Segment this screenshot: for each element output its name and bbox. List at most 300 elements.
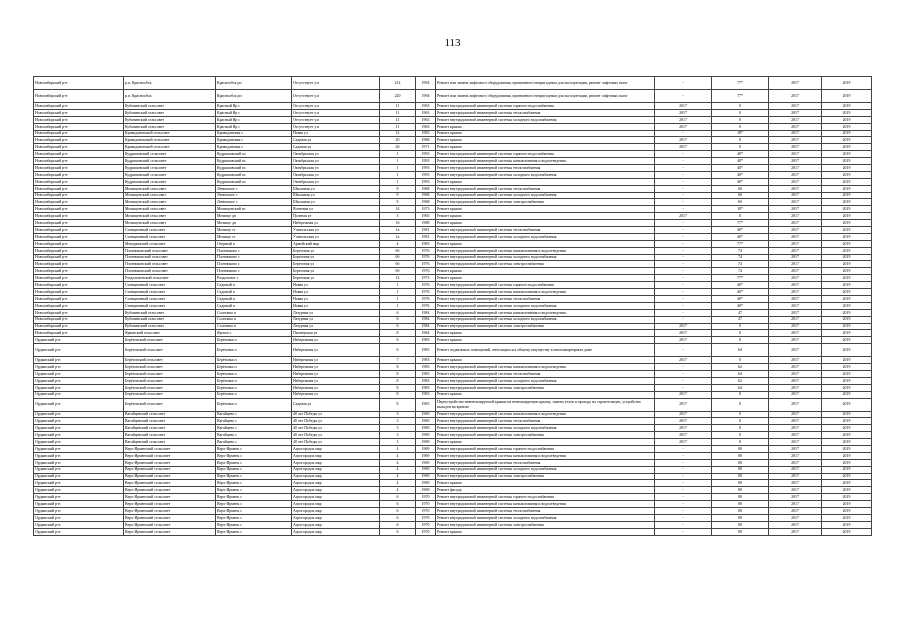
cell-municipality: Криводановский сельсовет (124, 144, 216, 151)
cell-settlement: Вагайцево с (216, 439, 292, 446)
cell-cost-share: 40* (712, 165, 769, 172)
cell-settlement: Верх-Ирмень с (216, 480, 292, 487)
cell-street: Набережная ул (292, 220, 380, 227)
cell-district: Ордынский р-н (34, 364, 124, 371)
cell-district: Ордынский р-н (34, 473, 124, 480)
cell-planned-year: 2017 (655, 103, 712, 110)
cell-cost-share: 62 (712, 377, 769, 384)
cell-house-number: 1 (380, 302, 416, 309)
cell-year-built: 1970 (416, 494, 436, 501)
cell-period-end: 2019 (822, 364, 872, 371)
cell-settlement: Верх-Ирмень с (216, 494, 292, 501)
cell-work-type: Ремонт крыши (436, 213, 655, 220)
cell-house-number: 220 (380, 90, 416, 103)
cell-period-end: 2019 (822, 192, 872, 199)
table-row (34, 377, 872, 384)
cell-work-type: Ремонт внутридомовой инженерной системы теплоснабжения (436, 370, 655, 377)
cell-work-type: Ремонт крыши (436, 144, 655, 151)
cell-municipality: Верх-Ирменский сельсовет (124, 466, 216, 473)
cell-year-built: 1994 (416, 77, 436, 90)
cell-settlement: Верх-Ирмень с (216, 528, 292, 535)
cell-street: Агрогородок мкр (292, 445, 380, 452)
cell-settlement: Мочище ст (216, 233, 292, 240)
cell-period-start: 2017 (769, 171, 822, 178)
cell-period-start: 2017 (769, 123, 822, 130)
cell-district: Ордынский р-н (34, 501, 124, 508)
cell-period-end: 2019 (822, 344, 872, 357)
cell-year-built: 1983 (416, 391, 436, 398)
cell-municipality: Кудряшовский сельсовет (124, 178, 216, 185)
cell-cost-share: 40* (712, 227, 769, 234)
table-row (34, 144, 872, 151)
table-row (34, 316, 872, 323)
cell-year-built: 1993 (416, 178, 436, 185)
cell-municipality: Плотниковский сельсовет (124, 261, 216, 268)
cell-municipality: Верх-Ирменский сельсовет (124, 480, 216, 487)
cell-cost-share: 80 (712, 452, 769, 459)
cell-work-type: Ремонт внутридомовой инженерной системы горячего водоснабжения (436, 494, 655, 501)
cell-street: Агрогородок мкр (292, 487, 380, 494)
cell-house-number: 6 (380, 337, 416, 344)
cell-cost-share: 0 (712, 323, 769, 330)
cell-municipality: Вагайцевский сельсовет (124, 439, 216, 446)
cell-period-end: 2019 (822, 213, 872, 220)
cell-district: Ордынский р-н (34, 398, 124, 411)
cell-settlement: Верх-Ирмень с (216, 466, 292, 473)
cell-house-number: 4 (380, 459, 416, 466)
cell-house-number: 3 (380, 213, 416, 220)
cell-period-start: 2017 (769, 137, 822, 144)
cell-period-start: 2017 (769, 487, 822, 494)
cell-street: Отсутствует у.п (292, 90, 380, 103)
cell-house-number: 4 (380, 466, 416, 473)
cell-planned-year: - (655, 480, 712, 487)
cell-planned-year: - (655, 384, 712, 391)
cell-planned-year: - (655, 521, 712, 528)
cell-planned-year: - (655, 445, 712, 452)
table-row (34, 77, 872, 90)
cell-work-type: Ремонт внутридомовой инженерной системы холодного водоснабжения (436, 316, 655, 323)
cell-cost-share: 40* (712, 233, 769, 240)
cell-period-end: 2019 (822, 171, 872, 178)
cell-planned-year: - (655, 171, 712, 178)
cell-year-built: 1985 (416, 130, 436, 137)
cell-municipality: р.п. Краснообск (124, 90, 216, 103)
cell-municipality: Берёзовский сельсовет (124, 370, 216, 377)
cell-planned-year: - (655, 289, 712, 296)
cell-period-start: 2017 (769, 418, 822, 425)
cell-district: Новосибирский р-н (34, 227, 124, 234)
cell-house-number: 7 (380, 357, 416, 364)
cell-house-number: 4 (380, 487, 416, 494)
cell-work-type: Ремонт крыши (436, 268, 655, 275)
table-row (34, 487, 872, 494)
cell-district: Ордынский р-н (34, 528, 124, 535)
cell-year-built: 1976 (416, 302, 436, 309)
cell-settlement: Краснообск рп (216, 90, 292, 103)
cell-district: Ордынский р-н (34, 521, 124, 528)
cell-house-number: 9 (380, 185, 416, 192)
cell-cost-share: 40* (712, 282, 769, 289)
cell-municipality: Кубовинский сельсовет (124, 309, 216, 316)
cell-house-number: 3 (380, 418, 416, 425)
cell-house-number: 6 (380, 507, 416, 514)
table-row (34, 521, 872, 528)
cell-planned-year: - (655, 254, 712, 261)
cell-municipality: Берёзовский сельсовет (124, 344, 216, 357)
cell-settlement: Берёзовка п (216, 391, 292, 398)
cell-work-type: Ремонт внутридомовой инженерной системы электроснабжения (436, 384, 655, 391)
cell-planned-year: 2017 (655, 337, 712, 344)
table-row (34, 240, 872, 247)
cell-municipality: Плотниковский сельсовет (124, 268, 216, 275)
cell-street: Полевая ул (292, 213, 380, 220)
cell-municipality: Станционный сельсовет (124, 282, 216, 289)
cell-year-built: 1969 (416, 480, 436, 487)
cell-planned-year: - (655, 199, 712, 206)
cell-period-start: 2017 (769, 220, 822, 227)
cell-work-type: Ремонт крыши (436, 391, 655, 398)
cell-period-end: 2019 (822, 330, 872, 337)
cell-street: Береговая ул (292, 275, 380, 282)
cell-street: Пионерская ул (292, 330, 380, 337)
cell-period-end: 2019 (822, 268, 872, 275)
cell-period-start: 2017 (769, 213, 822, 220)
cell-year-built: 1983 (416, 364, 436, 371)
cell-municipality: Верх-Ирменский сельсовет (124, 507, 216, 514)
cell-year-built: 1984 (416, 316, 436, 323)
table-row (34, 192, 872, 199)
cell-period-start: 2017 (769, 90, 822, 103)
cell-planned-year: - (655, 494, 712, 501)
cell-cost-share: 77* (712, 90, 769, 103)
cell-period-start: 2017 (769, 130, 822, 137)
cell-period-start: 2017 (769, 521, 822, 528)
cell-period-start: 2017 (769, 77, 822, 90)
cell-planned-year: 2017 (655, 411, 712, 418)
cell-year-built: 1976 (416, 254, 436, 261)
cell-municipality: Мичуринский сельсовет (124, 240, 216, 247)
cell-street: Агрогородок мкр (292, 452, 380, 459)
table-row (34, 445, 872, 452)
cell-work-type: Ремонт внутридомовой инженерной системы электроснабжения (436, 199, 655, 206)
cell-district: Новосибирский р-н (34, 137, 124, 144)
cell-work-type: Ремонт внутридомовой инженерной системы холодного водоснабжения (436, 377, 655, 384)
cell-street: Отсутствует у.п (292, 103, 380, 110)
cell-settlement: Ярское с (216, 330, 292, 337)
cell-district: Новосибирский р-н (34, 144, 124, 151)
cell-municipality: Ярковский сельсовет (124, 330, 216, 337)
cell-cost-share: 0 (712, 137, 769, 144)
cell-house-number: 14 (380, 206, 416, 213)
cell-period-start: 2017 (769, 494, 822, 501)
cell-period-end: 2019 (822, 494, 872, 501)
cell-work-type: Ремонт крыши (436, 337, 655, 344)
table-row (34, 227, 872, 234)
cell-house-number: 1 (380, 282, 416, 289)
cell-street: Армейский мкр (292, 240, 380, 247)
cell-cost-share: 18* (712, 206, 769, 213)
cell-settlement: Берёзовка п (216, 377, 292, 384)
cell-planned-year: - (655, 151, 712, 158)
cell-settlement: Берёзовка п (216, 364, 292, 371)
cell-street: Агрогородок мкр (292, 480, 380, 487)
cell-settlement: Верх-Ирмень с (216, 459, 292, 466)
cell-cost-share: 0 (712, 144, 769, 151)
cell-street: Октябрьская ул (292, 158, 380, 165)
cell-cost-share: 0 (712, 103, 769, 110)
cell-period-end: 2019 (822, 501, 872, 508)
cell-settlement: Берёзовка п (216, 344, 292, 357)
table-row (34, 206, 872, 213)
cell-municipality: Берёзовский сельсовет (124, 384, 216, 391)
cell-year-built: 1984 (416, 309, 436, 316)
cell-work-type: Ремонт внутридомовой инженерной системы горячего водоснабжения (436, 151, 655, 158)
cell-cost-share: 0 (712, 337, 769, 344)
cell-planned-year: 2017 (655, 137, 712, 144)
cell-year-built: 1984 (416, 323, 436, 330)
cell-settlement: Мочище дп (216, 213, 292, 220)
cell-planned-year: - (655, 192, 712, 199)
cell-period-end: 2019 (822, 289, 872, 296)
cell-planned-year: - (655, 452, 712, 459)
cell-period-start: 2017 (769, 254, 822, 261)
cell-planned-year: - (655, 185, 712, 192)
cell-settlement: Плотниково с (216, 254, 292, 261)
cell-cost-share: 80 (712, 494, 769, 501)
cell-house-number: 6б (380, 247, 416, 254)
cell-municipality: Станционный сельсовет (124, 289, 216, 296)
cell-district: Ордынский р-н (34, 432, 124, 439)
cell-district: Новосибирский р-н (34, 275, 124, 282)
cell-municipality: Вагайцевский сельсовет (124, 425, 216, 432)
cell-period-end: 2019 (822, 452, 872, 459)
cell-municipality: Берёзовский сельсовет (124, 398, 216, 411)
cell-cost-share: 80 (712, 466, 769, 473)
cell-period-start: 2017 (769, 411, 822, 418)
cell-settlement: Верх-Ирмень с (216, 452, 292, 459)
cell-municipality: Мочищенский сельсовет (124, 220, 216, 227)
cell-year-built: 1970 (416, 514, 436, 521)
table-row (34, 289, 872, 296)
cell-work-type: Ремонт крыши (436, 137, 655, 144)
cell-period-end: 2019 (822, 309, 872, 316)
cell-municipality: Верх-Ирменский сельсовет (124, 521, 216, 528)
cell-municipality: Верх-Ирменский сельсовет (124, 494, 216, 501)
cell-planned-year: - (655, 158, 712, 165)
cell-work-type: Ремонт внутридомовой инженерной системы теплоснабжения (436, 227, 655, 234)
cell-planned-year: - (655, 501, 712, 508)
cell-settlement: Верх-Ирмень с (216, 507, 292, 514)
cell-municipality: Верх-Ирменский сельсовет (124, 514, 216, 521)
cell-work-type: Ремонт крыши (436, 439, 655, 446)
table-row (34, 165, 872, 172)
cell-period-end: 2019 (822, 316, 872, 323)
cell-settlement: Верх-Ирмень с (216, 514, 292, 521)
cell-settlement: Криводановка с (216, 130, 292, 137)
cell-street: Новая ул (292, 289, 380, 296)
cell-district: Ордынский р-н (34, 357, 124, 364)
cell-period-start: 2017 (769, 480, 822, 487)
cell-work-type: Ремонт внутридомовой инженерной системы теплоснабжения (436, 109, 655, 116)
cell-year-built: 1971 (416, 144, 436, 151)
cell-district: Ордынский р-н (34, 418, 124, 425)
cell-settlement: Плотниково с (216, 268, 292, 275)
cell-street: Школьная ул (292, 185, 380, 192)
cell-work-type: Ремонт внутридомовой инженерной системы холодного водоснабжения (436, 466, 655, 473)
cell-period-end: 2019 (822, 123, 872, 130)
cell-district: Ордынский р-н (34, 445, 124, 452)
cell-cost-share: 80 (712, 459, 769, 466)
cell-municipality: Верх-Ирменский сельсовет (124, 452, 216, 459)
cell-house-number: 6б (380, 268, 416, 275)
cell-planned-year: 2017 (655, 109, 712, 116)
cell-period-end: 2019 (822, 459, 872, 466)
cell-house-number: 6 (380, 514, 416, 521)
cell-work-type: Ремонт крыши (436, 357, 655, 364)
cell-district: Новосибирский р-н (34, 103, 124, 110)
cell-work-type: Ремонт внутридомовой инженерной системы электроснабжения (436, 323, 655, 330)
cell-work-type: Ремонт внутридомовой инженерной системы электроснабжения (436, 261, 655, 268)
table-row (34, 480, 872, 487)
cell-settlement: Мочище дп (216, 220, 292, 227)
cell-period-end: 2019 (822, 240, 872, 247)
cell-planned-year: - (655, 514, 712, 521)
cell-work-type: Ремонт внутридомовой инженерной системы электроснабжения (436, 521, 655, 528)
cell-municipality: Криводановский сельсовет (124, 130, 216, 137)
cell-year-built: 1969 (416, 411, 436, 418)
cell-house-number: 1 (380, 289, 416, 296)
cell-street: Отсутствует у.п (292, 77, 380, 90)
cell-period-start: 2017 (769, 330, 822, 337)
cell-work-type: Ремонт крыши (436, 220, 655, 227)
cell-house-number: 11 (380, 103, 416, 110)
cell-year-built: 1981 (416, 227, 436, 234)
cell-period-start: 2017 (769, 261, 822, 268)
cell-municipality: Кубовинский сельсовет (124, 109, 216, 116)
cell-period-start: 2017 (769, 109, 822, 116)
cell-street: Отсутствует у.п (292, 109, 380, 116)
cell-period-end: 2019 (822, 199, 872, 206)
cell-year-built: 1969 (416, 473, 436, 480)
cell-street: 40 лет Победы ул (292, 418, 380, 425)
cell-planned-year: 2017 (655, 439, 712, 446)
cell-municipality: Мочищенский сельсовет (124, 206, 216, 213)
cell-planned-year: - (655, 268, 712, 275)
cell-work-type: Ремонт внутридомовой инженерной системы теплоснабжения (436, 165, 655, 172)
table-row (34, 295, 872, 302)
cell-settlement: Садовый п (216, 302, 292, 309)
cell-district: Новосибирский р-н (34, 240, 124, 247)
cell-settlement: Садовый п (216, 282, 292, 289)
cell-cost-share: 40* (712, 295, 769, 302)
cell-work-type: Ремонт внутридомовой инженерной системы холодного водоснабжения (436, 171, 655, 178)
cell-work-type: Ремонт внутридомовой инженерной системы канализования и водоотведения (436, 411, 655, 418)
cell-year-built: 1969 (416, 459, 436, 466)
cell-planned-year: - (655, 227, 712, 234)
cell-settlement: Криводановка с (216, 137, 292, 144)
table-row (34, 439, 872, 446)
cell-planned-year: - (655, 473, 712, 480)
table-body (34, 77, 872, 536)
cell-municipality: Верх-Ирменский сельсовет (124, 501, 216, 508)
cell-municipality: Берёзовский сельсовет (124, 357, 216, 364)
cell-work-type: Ремонт или замена лифтового оборудования, признанного непригодным для эксплуатации, ремонт лифтовых шахт (436, 90, 655, 103)
cell-period-start: 2017 (769, 344, 822, 357)
cell-house-number: 4 (380, 240, 416, 247)
cell-district: Ордынский р-н (34, 439, 124, 446)
cell-period-start: 2017 (769, 206, 822, 213)
cell-street: Новая ул (292, 302, 380, 309)
cell-period-start: 2017 (769, 357, 822, 364)
cell-settlement: Берёзовка п (216, 370, 292, 377)
cell-cost-share: 77* (712, 240, 769, 247)
cell-planned-year: - (655, 206, 712, 213)
cell-period-start: 2017 (769, 316, 822, 323)
table-row (34, 466, 872, 473)
cell-period-start: 2017 (769, 364, 822, 371)
cell-planned-year: - (655, 466, 712, 473)
cell-planned-year: - (655, 90, 712, 103)
cell-year-built: 1983 (416, 384, 436, 391)
cell-year-built: 1993 (416, 151, 436, 158)
table-row (34, 109, 872, 116)
cell-period-end: 2019 (822, 521, 872, 528)
cell-year-built: 1970 (416, 501, 436, 508)
cell-work-type: Ремонт внутридомовой инженерной системы холодного водоснабжения (436, 425, 655, 432)
cell-period-end: 2019 (822, 185, 872, 192)
cell-district: Ордынский р-н (34, 384, 124, 391)
cell-settlement: Верх-Ирмень с (216, 487, 292, 494)
cell-street: Береговая ул (292, 254, 380, 261)
cell-street: 40 лет Победы ул (292, 411, 380, 418)
cell-planned-year: 2017 (655, 123, 712, 130)
cell-district: Ордынский р-н (34, 411, 124, 418)
cell-work-type: Ремонт крыши (436, 528, 655, 535)
table-row (34, 275, 872, 282)
cell-cost-share: 80 (712, 507, 769, 514)
cell-municipality: Плотниковский сельсовет (124, 247, 216, 254)
cell-work-type: Ремонт внутридомовой инженерной системы холодного водоснабжения (436, 302, 655, 309)
cell-house-number: 3 (380, 425, 416, 432)
cell-period-end: 2019 (822, 220, 872, 227)
cell-period-end: 2019 (822, 116, 872, 123)
cell-district: Ордынский р-н (34, 337, 124, 344)
cell-house-number: 6б (380, 254, 416, 261)
cell-cost-share: 47 (712, 316, 769, 323)
cell-period-end: 2019 (822, 302, 872, 309)
cell-year-built: 1965 (416, 213, 436, 220)
cell-settlement: Раздольное с (216, 275, 292, 282)
cell-period-end: 2019 (822, 466, 872, 473)
cell-year-built: 1968 (416, 185, 436, 192)
cell-cost-share: 47 (712, 309, 769, 316)
cell-planned-year: - (655, 282, 712, 289)
cell-period-start: 2017 (769, 116, 822, 123)
cell-period-start: 2017 (769, 247, 822, 254)
cell-period-end: 2019 (822, 103, 872, 110)
cell-street: Набережная ул (292, 337, 380, 344)
cell-district: Новосибирский р-н (34, 282, 124, 289)
cell-municipality: Вагайцевский сельсовет (124, 432, 216, 439)
cell-period-start: 2017 (769, 459, 822, 466)
cell-year-built: 1973 (416, 206, 436, 213)
cell-planned-year: - (655, 165, 712, 172)
cell-planned-year: - (655, 364, 712, 371)
cell-house-number: 1 (380, 158, 416, 165)
cell-work-type: Ремонт внутридомовой инженерной системы горячего водоснабжения (436, 103, 655, 110)
cell-period-end: 2019 (822, 370, 872, 377)
